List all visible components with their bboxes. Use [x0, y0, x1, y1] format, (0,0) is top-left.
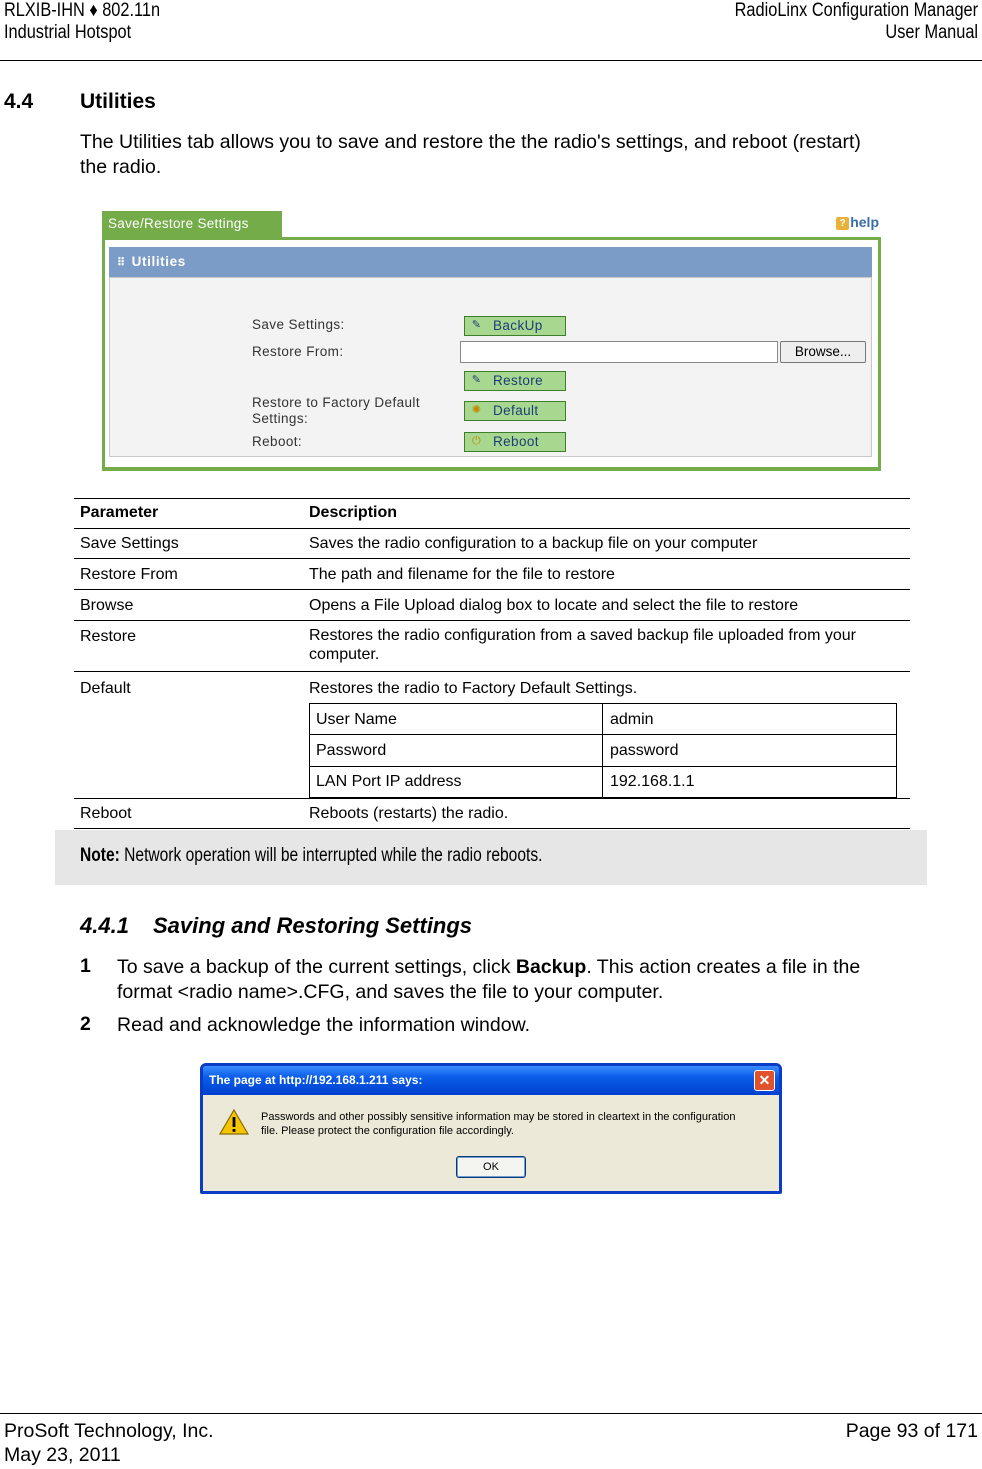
footer-company: ProSoft Technology, Inc.	[4, 1420, 214, 1442]
table-rule	[602, 703, 603, 798]
browse-button[interactable]: Browse...	[780, 341, 866, 363]
dialog-message-line: file. Please protect the configuration file accordingly.	[261, 1125, 514, 1137]
header-manual-title: RadioLinx Configuration Manager	[734, 0, 978, 21]
restore-from-label: Restore From:	[252, 344, 344, 359]
section-intro: The Utilities tab allows you to save and restore the the radio's settings, and reboot (restart) the radio.	[80, 131, 861, 178]
table-rule	[74, 671, 910, 672]
header-manual-type: User Manual	[885, 22, 978, 43]
param-name: Reboot	[80, 805, 132, 822]
sun-icon: ✺	[471, 404, 482, 416]
reboot-button[interactable]	[464, 432, 566, 452]
subsection-title: Saving and Restoring Settings	[153, 913, 473, 938]
step-number: 1	[80, 955, 91, 977]
table-rule	[309, 703, 897, 704]
default-value: admin	[610, 711, 654, 728]
step-number: 2	[80, 1013, 91, 1035]
header-product-type: Industrial Hotspot	[4, 22, 132, 43]
note-box	[55, 830, 927, 885]
table-rule	[74, 558, 910, 559]
help-icon: ?	[836, 217, 849, 230]
table-rule	[74, 589, 910, 590]
ok-button[interactable]: OK	[456, 1156, 526, 1178]
restore-file-input[interactable]	[460, 341, 778, 363]
param-name: Default	[80, 680, 131, 697]
panel-title: Utilities	[131, 254, 186, 269]
edit-icon: ✎	[471, 319, 482, 331]
step-text	[117, 955, 917, 1005]
info-dialog	[200, 1063, 782, 1194]
restore-button-label: Restore	[493, 373, 544, 388]
table-rule	[74, 620, 910, 621]
column-header-description: Description	[309, 504, 398, 521]
reboot-button-label: Reboot	[493, 434, 539, 449]
subsection-number: 4.4.1	[80, 913, 129, 938]
param-description: Reboots (restarts) the radio.	[309, 805, 509, 822]
param-description: Restores the radio to Factory Default Settings.	[309, 680, 638, 697]
save-settings-label: Save Settings:	[252, 317, 345, 332]
note-label: Note:	[80, 845, 120, 866]
grid-icon: ⠿	[117, 257, 126, 269]
default-button-label: Default	[493, 403, 539, 418]
help-label: help	[850, 214, 879, 230]
table-rule	[896, 703, 897, 798]
warning-icon	[219, 1108, 249, 1136]
backup-button[interactable]	[464, 316, 566, 336]
header-rule	[0, 60, 982, 61]
close-icon[interactable]: ✕	[754, 1070, 775, 1091]
footer-rule	[0, 1413, 982, 1414]
reboot-label: Reboot:	[252, 434, 303, 449]
restore-button[interactable]	[464, 371, 566, 391]
default-value: password	[610, 742, 679, 759]
table-rule	[74, 498, 910, 499]
param-name: Restore From	[80, 566, 178, 583]
header-right	[735, 0, 978, 44]
default-values-table	[309, 703, 897, 798]
param-name: Restore	[80, 628, 137, 645]
dialog-message-line: Passwords and other possibly sensitive information may be stored in cleartext in the configuration	[261, 1111, 736, 1123]
default-value: 192.168.1.1	[610, 773, 695, 790]
step-text-part: . This action creates a file in the format <radio name>.CFG, and saves the file to your computer.	[117, 956, 861, 1003]
param-description: Saves the radio configuration to a backup file on your computer	[309, 535, 758, 552]
footer-date: May 23, 2011	[4, 1444, 121, 1466]
note-text: Network operation will be interrupted while the radio reboots.	[119, 845, 543, 866]
table-rule	[309, 766, 897, 767]
default-name: Password	[316, 742, 387, 759]
column-header-parameter: Parameter	[80, 504, 159, 521]
table-rule	[74, 828, 910, 829]
step-text-bold: Backup	[515, 956, 587, 978]
edit-icon: ✎	[471, 374, 482, 386]
param-name: Save Settings	[80, 535, 179, 552]
param-description: The path and filename for the file to restore	[309, 566, 615, 583]
backup-button-label: BackUp	[493, 318, 543, 333]
header-left	[4, 0, 160, 44]
step-text-part: To save a backup of the current settings, click	[117, 956, 516, 978]
default-name: User Name	[316, 711, 397, 728]
help-link[interactable]	[836, 214, 879, 230]
table-rule	[74, 528, 910, 529]
param-name: Browse	[80, 597, 134, 614]
table-rule	[309, 734, 897, 735]
table-rule	[74, 798, 910, 799]
section-title: Utilities	[80, 90, 156, 113]
restore-factory-label: Restore to Factory Default Settings:	[252, 395, 420, 426]
param-description: Opens a File Upload dialog box to locate and select the file to restore	[309, 597, 799, 614]
param-description: Restores the radio configuration from a saved backup file uploaded from your computer.	[309, 627, 856, 663]
utilities-panel-body	[109, 277, 872, 457]
utilities-screenshot	[102, 210, 881, 471]
power-icon: ⏻	[471, 435, 482, 447]
table-rule	[309, 703, 310, 798]
dialog-message	[261, 1110, 735, 1138]
default-button[interactable]	[464, 401, 566, 421]
section-number: 4.4	[4, 90, 34, 113]
utilities-panel-header	[109, 247, 872, 277]
step-text: Read and acknowledge the information window.	[117, 1014, 531, 1036]
footer-page: Page 93 of 171	[845, 1420, 978, 1442]
tab-save-restore-settings[interactable]: Save/Restore Settings	[102, 211, 282, 237]
header-product: RLXIB-IHN ♦ 802.11n	[4, 0, 161, 21]
dialog-title: The page at http://192.168.1.211 says:	[203, 1066, 779, 1095]
default-name: LAN Port IP address	[316, 773, 462, 790]
